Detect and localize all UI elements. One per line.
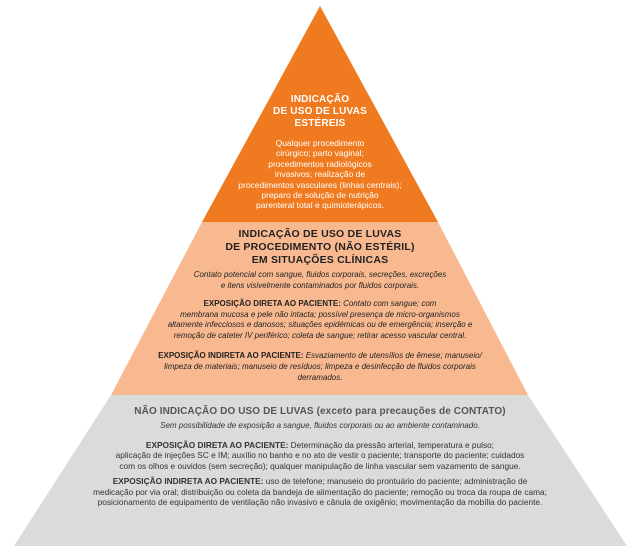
tier-middle-indirect-exposure: EXPOSIÇÃO INDIRETA AO PACIENTE: Esvaziamento de utensílios de êmese; manuseio/ limpeza de materiais; manuseio de resíduos; limpeza e desinfecção de fluidos corporais derramados. (158, 351, 482, 382)
tier-bottom-direct-exposure: EXPOSIÇÃO DIRETA AO PACIENTE: Determinação da pressão arterial, temperatura e pulso; aplicação de injeções SC e IM; auxílio no banho e no ato de vestir o paciente; transporte do paciente; cuidados com os olhos e ouvidos (sem secreção); qualquer manipulação de linha vascular sem vazamento de sangue. (115, 439, 525, 471)
tier-middle-heading: INDICAÇÃO DE USO DE LUVAS DE PROCEDIMENTO (NÃO ESTÉRIL) EM SITUAÇÕES CLÍNICAS (225, 228, 415, 266)
tier-top-description: Qualquer procedimento cirúrgico; parto vaginal; procedimentos radiológicos invasivos; realização de procedimentos vasculares (linhas centrais); preparo de solução de nutrição parenteral total e quimioterápicos. (238, 138, 402, 211)
direct-exposure-label: EXPOSIÇÃO DIRETA AO PACIENTE: (203, 299, 341, 308)
tier-bottom-heading: NÃO INDICAÇÃO DO USO DE LUVAS (exceto para precauções de CONTATO) (134, 406, 506, 417)
indirect-exposure-label: EXPOSIÇÃO INDIRETA AO PACIENTE: (112, 476, 264, 487)
tier-bottom-intro: Sem possibilidade de exposição a sangue, fluidos corporais ou ao ambiente contaminado. (160, 421, 480, 430)
tier-top-heading: INDICAÇÃO DE USO DE LUVAS ESTÉREIS (273, 94, 367, 129)
direct-exposure-label: EXPOSIÇÃO DIRETA AO PACIENTE: (145, 439, 289, 450)
tier-bottom-no-gloves (55, 405, 585, 508)
tier-top-sterile-gloves (220, 94, 420, 211)
tier-middle-procedure-gloves (150, 228, 490, 383)
tier-middle-direct-exposure: EXPOSIÇÃO DIRETA AO PACIENTE: Contato com sangue; com membrana mucosa e pele não intacta; possível presença de micro-organismos altamente infecciosos e danosos; situações epidémicas ou de emergência; inserção e remoção de cateter IV periférico; coleta de sangue; retirar acesso vascular central. (167, 299, 473, 340)
indirect-exposure-label: EXPOSIÇÃO INDIRETA AO PACIENTE: (158, 351, 304, 361)
tier-middle-intro: Contato potencial com sangue, fluidos corporais, secreções, excreções e itens visivelmente contaminados por fluidos corporais. (193, 270, 447, 290)
tier-bottom-indirect-exposure: EXPOSIÇÃO INDIRETA AO PACIENTE: uso de telefone; manuseio do prontuário do paciente; administração de medicação por via oral; distribuição ou coleta da bandeja de alimentação do paciente; remoção ou troca da roupa de cama; posicionamento de equipamento de ventilação não invasivo e cânula de oxigênio; movimentação da mobília do paciente. (93, 476, 547, 508)
